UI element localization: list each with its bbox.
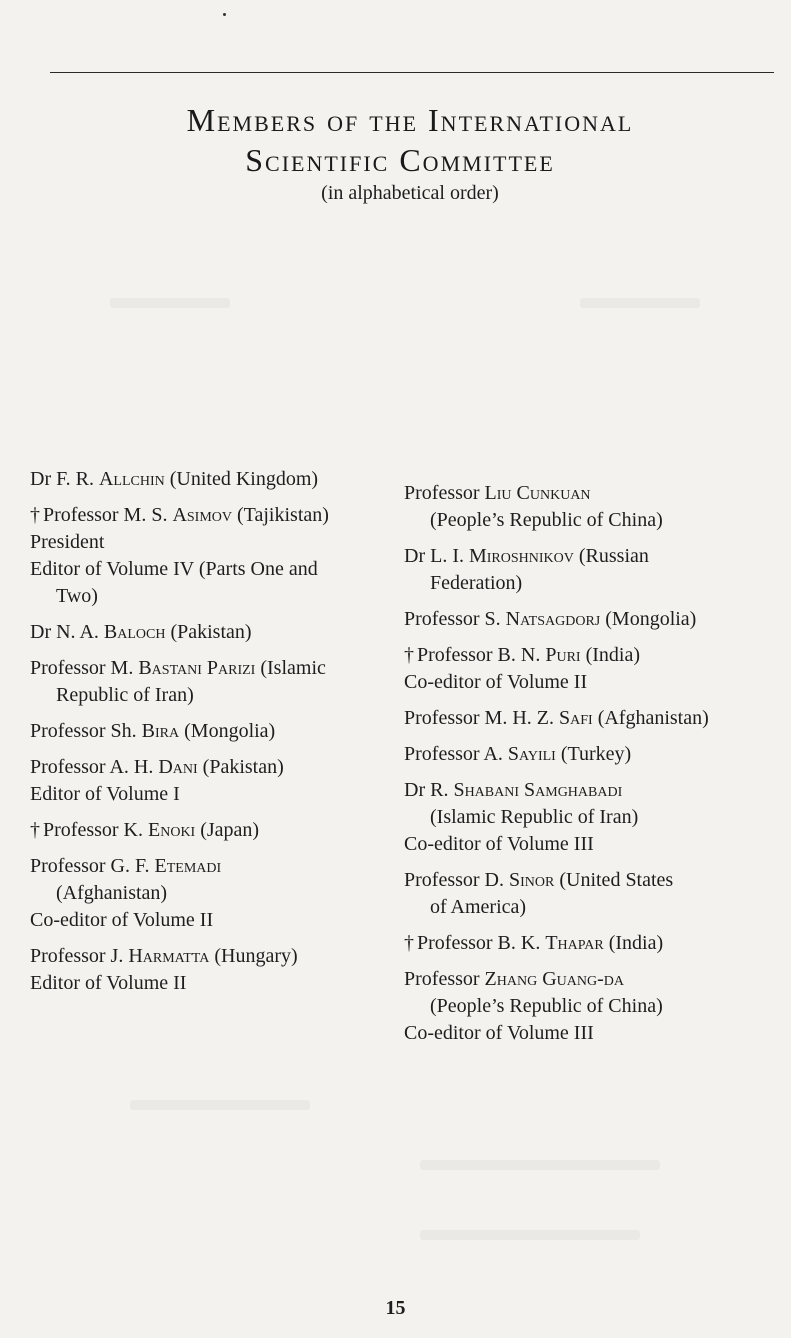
- member-country: (Islamic Republic of Iran): [430, 806, 639, 828]
- member-title: Professor S.: [404, 608, 501, 630]
- member-country: (Afghanistan): [56, 882, 168, 904]
- member-surname: Natsagdorj: [505, 608, 601, 630]
- member-country: (Mongolia): [184, 720, 276, 742]
- member-name-line: [30, 466, 400, 493]
- member-title: Professor B. N.: [417, 644, 541, 666]
- member-title: Professor: [404, 482, 480, 504]
- member-role: Editor of Volume II: [30, 972, 187, 994]
- member-entry: [404, 867, 774, 921]
- member-title: Professor M. S.: [43, 504, 168, 526]
- member-entry: [404, 966, 774, 1047]
- member-surname: Etemadi: [154, 855, 222, 877]
- member-name-line: [404, 705, 774, 732]
- member-country: (Russian: [578, 545, 649, 567]
- member-entry: [404, 606, 774, 633]
- ink-speck: [223, 13, 226, 16]
- member-title: Professor A.: [404, 743, 503, 765]
- member-name-line: [404, 543, 774, 570]
- member-list-left: [30, 466, 400, 1006]
- member-country: of America): [430, 896, 527, 918]
- member-country: (Pakistan): [202, 756, 284, 778]
- member-name-line: [30, 853, 400, 880]
- member-country: (Turkey): [560, 743, 632, 765]
- member-country: (United States: [559, 869, 674, 891]
- member-title: Dr R.: [404, 779, 449, 801]
- member-entry: [404, 705, 774, 732]
- member-title: Professor G. F.: [30, 855, 150, 877]
- member-country: (India): [585, 644, 640, 666]
- member-country: (Afghanistan): [597, 707, 709, 729]
- member-entry: [30, 718, 400, 745]
- member-name-line: [30, 817, 400, 844]
- member-name-line: [30, 655, 400, 682]
- member-entry: [404, 777, 774, 858]
- member-country: (India): [608, 932, 664, 954]
- member-country: (United Kingdom): [169, 468, 319, 490]
- page-number: 15: [385, 1297, 406, 1319]
- member-title: Professor B. K.: [417, 932, 541, 954]
- member-surname: Bastani Parizi: [138, 657, 256, 679]
- member-country: (Islamic: [260, 657, 326, 679]
- page-subtitle: (in alphabetical order): [321, 182, 499, 204]
- member-entry: [404, 543, 774, 597]
- page-title-line-2: Scientific Committee: [245, 142, 555, 178]
- deceased-dagger: †: [404, 644, 414, 666]
- member-country: Republic of Iran): [56, 684, 194, 706]
- member-title: Dr N. A.: [30, 621, 99, 643]
- member-entry: [404, 480, 774, 534]
- member-country: (Hungary): [214, 945, 298, 967]
- member-surname: Thapar: [545, 932, 604, 954]
- top-rule: [50, 72, 774, 73]
- member-surname: Puri: [545, 644, 581, 666]
- member-name-line: [404, 741, 774, 768]
- member-name-line: [404, 606, 774, 633]
- member-country: (Tajikistan): [237, 504, 329, 526]
- member-role: Co-editor of Volume II: [30, 909, 214, 931]
- member-country: Federation): [430, 572, 523, 594]
- member-title: Professor M.: [30, 657, 134, 679]
- member-name-line: [30, 619, 400, 646]
- member-surname: Dani: [158, 756, 198, 778]
- member-entry: [30, 754, 400, 808]
- member-entry: [404, 741, 774, 768]
- member-name-line: [30, 502, 400, 529]
- member-entry: [404, 642, 774, 696]
- member-surname: Harmatta: [128, 945, 210, 967]
- member-name-line: [30, 718, 400, 745]
- member-country: (Pakistan): [170, 621, 252, 643]
- member-entry: [404, 930, 774, 957]
- member-role: Editor of Volume IV (Parts One and: [30, 558, 318, 580]
- member-surname: Liu Cunkuan: [484, 482, 591, 504]
- deceased-dagger: †: [404, 932, 414, 954]
- member-entry: [30, 853, 400, 934]
- member-name-line: [404, 480, 774, 507]
- page-title-line-1: Members of the International: [186, 102, 634, 138]
- member-surname: Enoki: [148, 819, 196, 841]
- member-name-line: [404, 930, 774, 957]
- member-country: (People’s Republic of China): [430, 509, 663, 531]
- member-surname: Allchin: [98, 468, 165, 490]
- deceased-dagger: †: [30, 504, 40, 526]
- member-name-line: [30, 943, 400, 970]
- member-country: (Japan): [200, 819, 260, 841]
- deceased-dagger: †: [30, 819, 40, 841]
- member-surname: Sayili: [507, 743, 556, 765]
- member-entry: [30, 619, 400, 646]
- member-name-line: [30, 754, 400, 781]
- member-name-line: [404, 867, 774, 894]
- member-title: Professor D.: [404, 869, 504, 891]
- member-surname: Sinor: [509, 869, 555, 891]
- member-title: Dr F. R.: [30, 468, 94, 490]
- member-surname: Miroshnikov: [468, 545, 574, 567]
- member-surname: Bira: [141, 720, 180, 742]
- member-entry: [30, 655, 400, 709]
- member-country: (Mongolia): [605, 608, 697, 630]
- member-role: Co-editor of Volume II: [404, 671, 588, 693]
- member-title: Professor Sh.: [30, 720, 137, 742]
- member-title: Professor: [404, 968, 480, 990]
- member-surname: Safi: [559, 707, 593, 729]
- member-title: Professor J.: [30, 945, 124, 967]
- member-entry: [30, 502, 400, 610]
- member-role: President: [30, 531, 105, 553]
- member-name-line: [404, 777, 774, 804]
- member-surname: Shabani Samghabadi: [453, 779, 623, 801]
- member-surname: Asimov: [172, 504, 233, 526]
- member-name-line: [404, 642, 774, 669]
- member-role: Two): [56, 585, 98, 607]
- member-title: Professor K.: [43, 819, 143, 841]
- member-surname: Baloch: [103, 621, 166, 643]
- member-title: Dr L. I.: [404, 545, 464, 567]
- member-role: Co-editor of Volume III: [404, 1022, 594, 1044]
- member-entry: [30, 943, 400, 997]
- member-name-line: [404, 966, 774, 993]
- member-title: Professor M. H. Z.: [404, 707, 554, 729]
- member-entry: [30, 466, 400, 493]
- member-list-right: [404, 480, 774, 1056]
- member-entry: [30, 817, 400, 844]
- member-title: Professor A. H.: [30, 756, 154, 778]
- member-role: Co-editor of Volume III: [404, 833, 594, 855]
- member-surname: Zhang Guang-da: [484, 968, 624, 990]
- member-role: Editor of Volume I: [30, 783, 180, 805]
- member-country: (People’s Republic of China): [430, 995, 663, 1017]
